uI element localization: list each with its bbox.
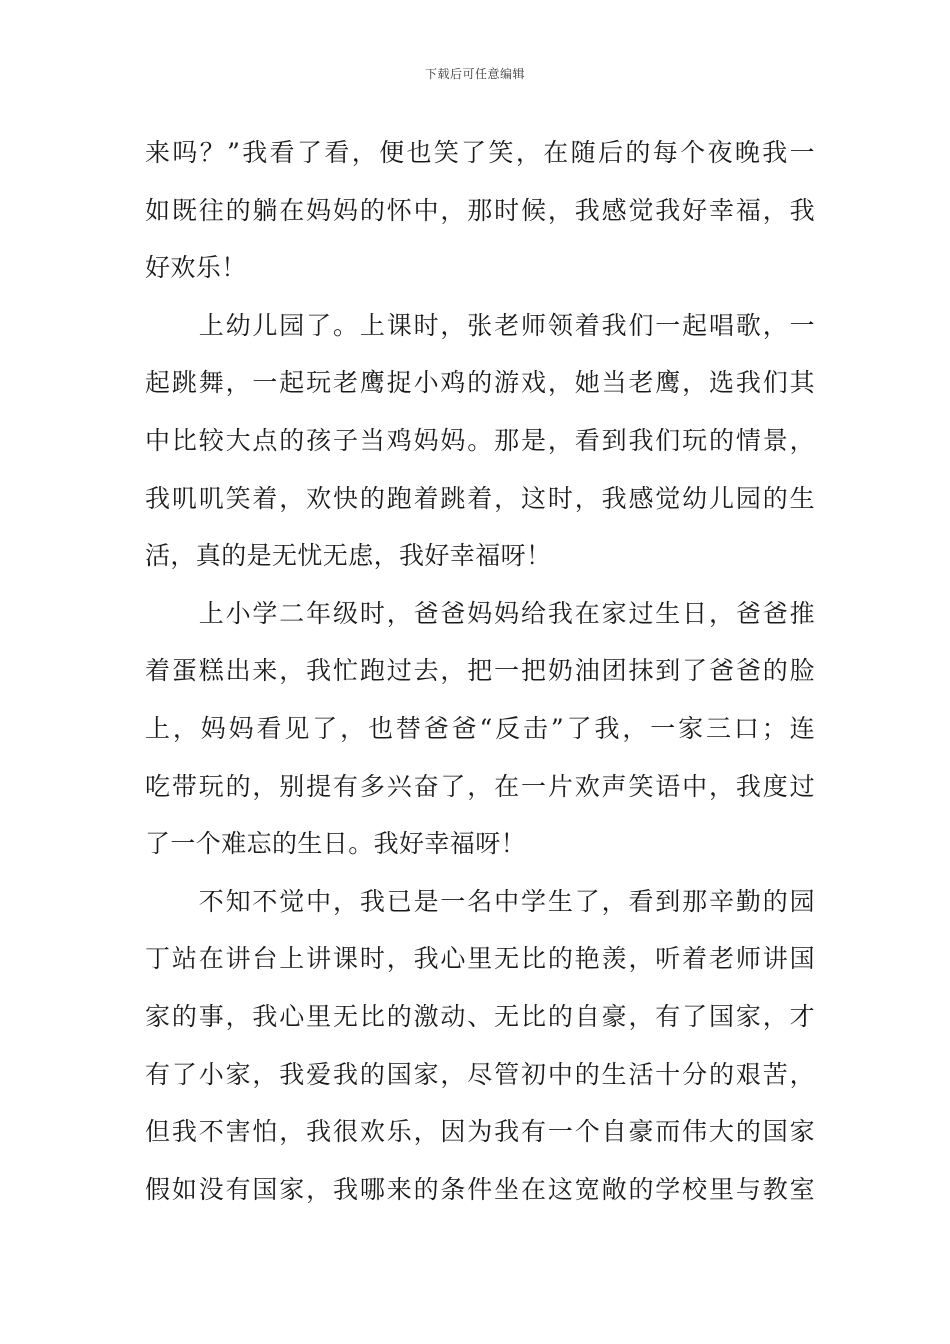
text-line: 中比较大点的孩子当鸡妈妈。那是，看到我们玩的情景， bbox=[145, 425, 815, 455]
text-line: 上小学二年级时，爸爸妈妈给我在家过生日，爸爸推 bbox=[145, 598, 815, 628]
text-line: 我叽叽笑着，欢快的跑着跳着，这时，我感觉幼儿园的生 bbox=[145, 483, 815, 513]
text-line: 有了小家，我爱我的国家，尽管初中的生活十分的艰苦， bbox=[145, 1059, 815, 1089]
text-line: 吃带玩的，别提有多兴奋了，在一片欢声笑语中，我度过 bbox=[145, 771, 815, 801]
page-header: 下载后可任意编辑 bbox=[424, 67, 525, 81]
text-line: 上幼儿园了。上课时，张老师领着我们一起唱歌，一 bbox=[145, 310, 815, 340]
text-line: 但我不害怕，我很欢乐，因为我有一个自豪而伟大的国家 bbox=[145, 1117, 815, 1147]
body-text bbox=[145, 124, 815, 1218]
text-line: 不知不觉中，我已是一名中学生了，看到那辛勤的园 bbox=[145, 886, 815, 916]
text-line: 了一个难忘的生日。我好幸福呀！ bbox=[145, 829, 527, 859]
text-line: 家的事，我心里无比的激动、无比的自豪，有了国家，才 bbox=[145, 1001, 815, 1031]
text-line: 活，真的是无忧无虑，我好幸福呀！ bbox=[145, 541, 552, 571]
text-line: 来吗？”我看了看，便也笑了笑，在随后的每个夜晚我一 bbox=[145, 138, 815, 167]
text-line: 起跳舞，一起玩老鹰捉小鸡的游戏，她当老鹰，选我们其 bbox=[145, 368, 815, 398]
text-line: 假如没有国家，我哪来的条件坐在这宽敞的学校里与教室 bbox=[145, 1174, 815, 1204]
text-line: 着蛋糕出来，我忙跑过去，把一把奶油团抹到了爸爸的脸 bbox=[145, 656, 815, 686]
text-line: 上，妈妈看见了，也替爸爸“反击”了我，一家三口；连 bbox=[145, 713, 815, 743]
text-line: 好欢乐！ bbox=[145, 253, 247, 283]
text-line: 丁站在讲台上讲课时，我心里无比的艳羡，听着老师讲国 bbox=[145, 944, 815, 974]
text-line: 如既往的躺在妈妈的怀中，那时候，我感觉我好幸福，我 bbox=[145, 195, 815, 225]
